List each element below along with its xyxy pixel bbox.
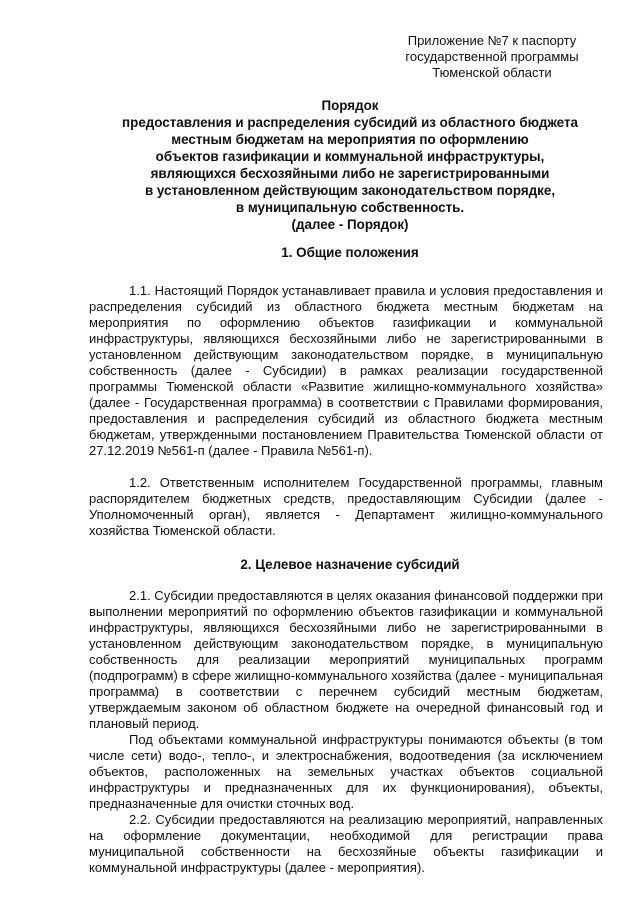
paragraph-2-1-text: 2.1. Субсидии предоставляются в целях оказания финансовой поддержки при выполнении мероприятий по оформлению объектов газификации и коммунальной инфраструктуры, являющихся бесхозяйными либо не зарегистрированными в установленном действующим законодательством порядке, в муниципальную собственность для реализации мероприятий муниципальных программ (подпрограмм) в сфере жилищно-коммунального хозяйства (далее - муниципальная программа) в соответствии с перечнем субсидий местным бюджетам, утверждаемым законом об областном бюджете на очередной финансовый год и плановый период. — [89, 588, 603, 731]
section-1-heading: 1. Общие положения — [281, 245, 419, 260]
paragraph-2-2-text: 2.2. Субсидии предоставляются на реализацию мероприятий, направленных на оформление документации, необходимой для регистрации права муниципальной собственности на бесхозяйные объекты газификации и коммунальной инфраструктуры (далее ‐ мероприятия). — [89, 812, 603, 875]
paragraph-2-2 — [89, 812, 603, 876]
title-line-1: предоставления и распределения субсидий из областного бюджета — [122, 115, 578, 130]
annex-line-3: Тюменской области — [432, 65, 552, 80]
annex-note — [392, 33, 592, 81]
title-heading: Порядок — [321, 98, 379, 113]
title-line-2: местным бюджетам на мероприятия по оформлению — [171, 132, 529, 147]
title-line-3: объектов газификации и коммунальной инфраструктуры, — [155, 149, 545, 164]
annex-line-1: Приложение №7 к паспорту — [407, 33, 577, 48]
paragraph-1-1 — [89, 283, 603, 459]
title-line-7: (далее - Порядок) — [291, 217, 409, 232]
paragraph-1-2 — [89, 475, 603, 539]
annex-line-2: государственной программы — [405, 49, 579, 64]
paragraph-1-1-text: 1.1. Настоящий Порядок устанавливает правила и условия предоставления и распределения субсидий из областного бюджета местным бюджетам на мероприятия по оформлению объектов газификации и коммунальной инфраструктуры, являющихся бесхозяйными либо не зарегистрированными в установленном действующим законодательством порядке, в муниципальную собственность (далее - Субсидии) в рамках реализации государственной программы Тюменской области «Развитие жилищно-коммунального хозяйства» (далее - Государственная программа) в соответствии с Правилами формирования, предоставления и распределения субсидий из областного бюджета местным бюджетам, утвержденными постановлением Правительства Тюменской области от 27.12.2019 №561-п (далее - Правила №561-п). — [89, 283, 603, 458]
title-line-4: являющихся бесхозяйными либо не зарегистрированными — [150, 166, 550, 181]
paragraph-2-definition — [89, 732, 603, 812]
paragraph-2-1 — [89, 588, 603, 732]
document-title — [60, 97, 640, 233]
section-2-heading: 2. Целевое назначение субсидий — [240, 557, 460, 572]
title-line-6: в муниципальную собственность. — [235, 200, 465, 215]
paragraph-2-definition-text: Под объектами коммунальной инфраструктуры понимаются объекты (в том числе сети) водо-, тепло-, и электроснабжения, водоотведения (за исключением объектов, расположенных на земельных участках объектов социальной инфраструктуры и предназначенных для их функционирования), объекты, предназначенные для очистки сточных вод. — [89, 732, 603, 811]
title-line-5: в установленном действующим законодательством порядке, — [144, 183, 556, 198]
paragraph-1-2-text: 1.2. Ответственным исполнителем Государственной программы, главным распорядителем бюджетных средств, предоставляющим Субсидии (далее - Уполномоченный орган), является - Департамент жилищно-коммунального хозяйства Тюменской области. — [89, 475, 603, 538]
